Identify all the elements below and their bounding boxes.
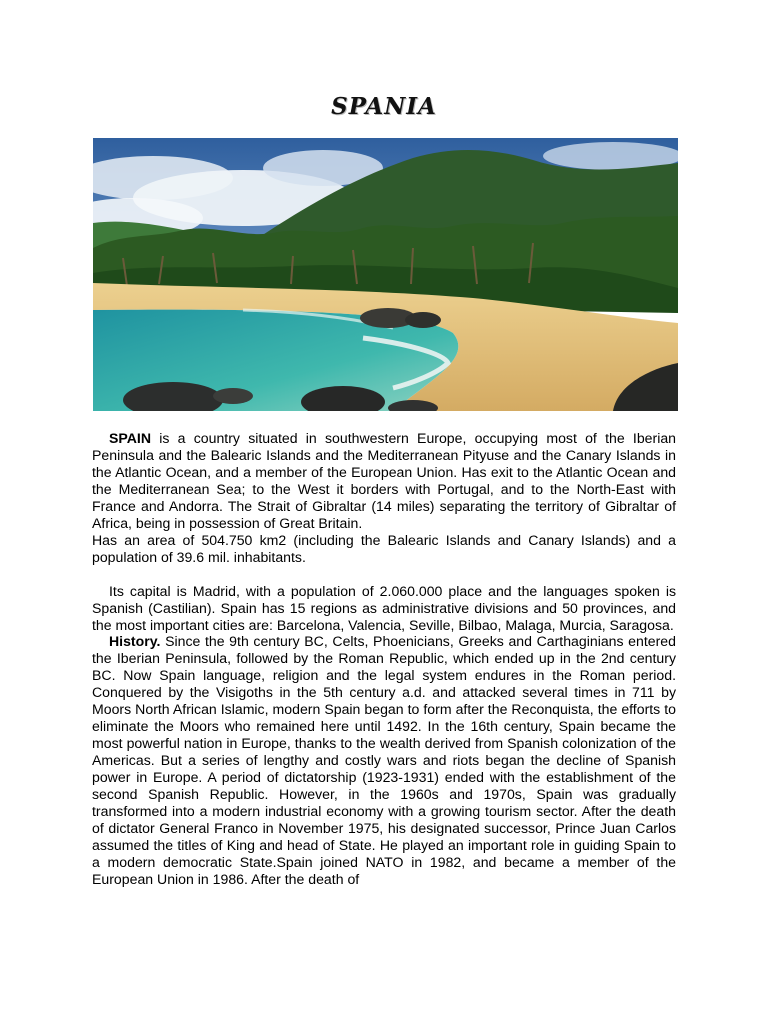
page-title: SPANIA [331,93,437,120]
intro-text: is a country situated in southwestern Europe, occupying most of the Iberian Peninsula and the Balearic Islands and the Mediterranean Pityuse and the Canary Islands in the Atlantic Ocean, and a member of the European Union. Has exit to the Atlantic Ocean and the Mediterranean Sea; to the West it borders with Portugal, and to the North-East with France and Andorra. The Strait of Gibraltar (14 miles) separating the territory of Gibraltar of Africa, being in possession of Great Britain. [92,430,676,531]
history-text: Since the 9th century BC, Celts, Phoenicians, Greeks and Carthaginians entered the Iberian Peninsula, followed by the Roman Republic, which ended up in the 2nd century BC. Now Spain language, religion and the legal system endures in the Roman period. Conquered by the Visigoths in the 5th century a.d. and attacked several times in 711 by Moors North African Islamic, modern Spain began to form after the Reconquista, the efforts to eliminate the Moors who remained here until 1492. In the 16th century, Spain became the most powerful nation in Europe, thanks to the wealth derived from Spanish colonization of the Americas. But a series of lengthy and costly wars and riots began the decline of Spanish power in Europe. A period of dictatorship (1923-1931) ended with the establishment of the second Spanish Republic. However, in the 1960s and 1970s, Spain was gradually transformed into a modern industrial economy with a growing tourism sector. After the death of dictator General Franco in November 1975, his designated successor, Prince Juan Carlos assumed the titles of King and head of State. He played an important role in guiding Spain to a modern democratic State.Spain joined NATO in 1982, and became a member of the European Union in 1986. After the death of [92,633,676,887]
capital-paragraph: Its capital is Madrid, with a population of 2.060.000 place and the languages spoken is Spanish (Castilian). Spain has 15 regions as administrative divisions and 50 provinces, and the most important cities are: Barcelona, Valencia, Seville, Bilbao, Malaga, Murcia, Saragosa. [92,582,676,633]
lead-word: SPAIN [109,430,152,446]
intro-paragraph [92,430,676,532]
history-heading: History. [109,633,161,650]
history-paragraph [92,633,676,887]
article-body [92,430,676,888]
area-paragraph: Has an area of 504.750 km2 (including the Balearic Islands and Canary Islands) and a population of 39.6 mil. inhabitants. [92,531,676,565]
beach-landscape-image [93,138,678,411]
